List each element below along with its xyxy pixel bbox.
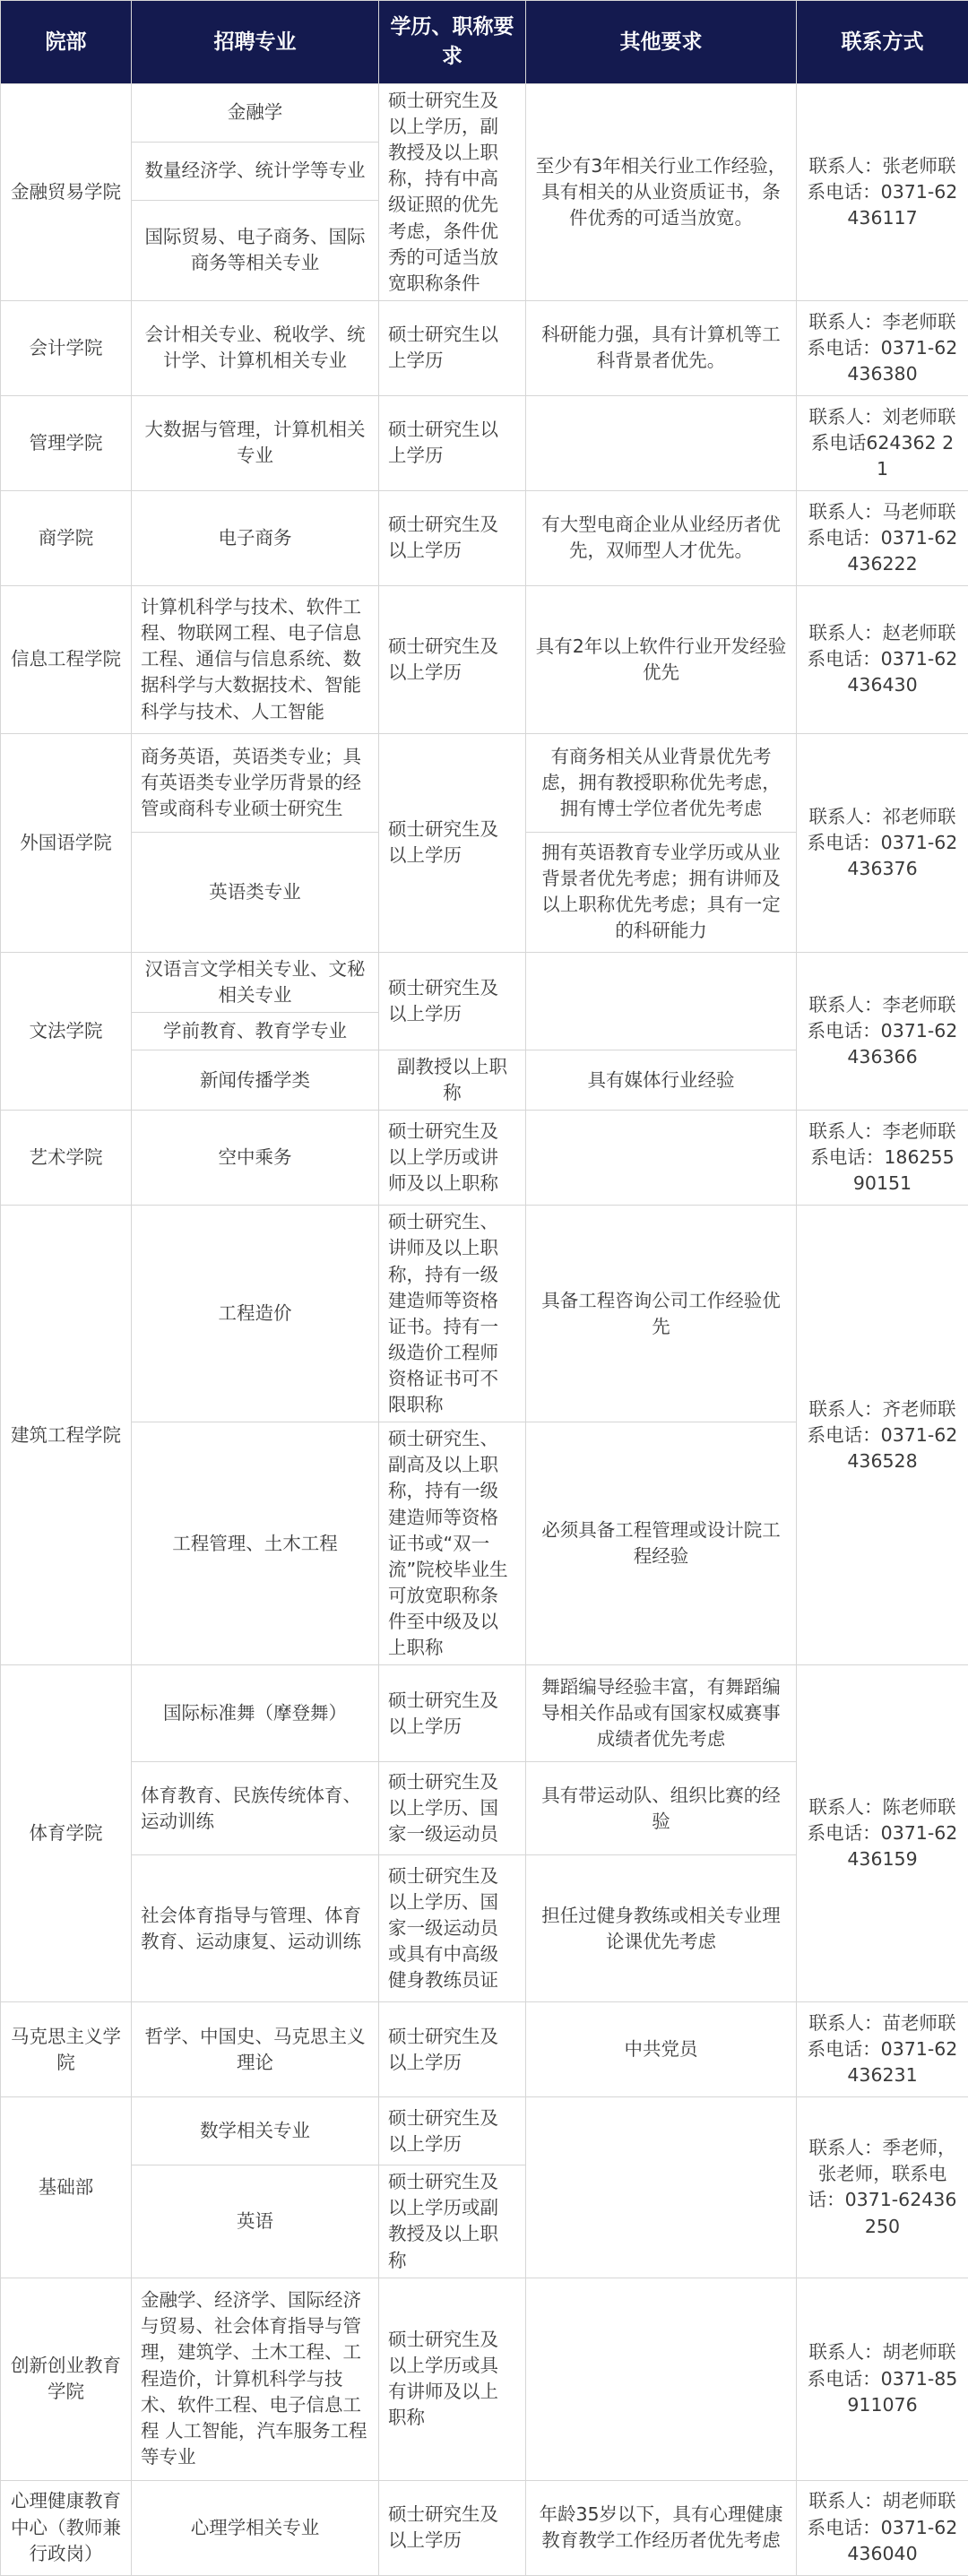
major-cell: 英语 bbox=[132, 2165, 379, 2278]
education-cell: 硕士研究生、讲师及以上职称，持有一级建造师等资格证书。持有一级造价工程师资格证书可不限职称 bbox=[379, 1206, 526, 1422]
table-row bbox=[1, 395, 968, 490]
dept-cell: 商学院 bbox=[1, 490, 132, 585]
contact-cell: 联系人：马老师联系电话：0371-62436222 bbox=[797, 490, 968, 585]
contact-cell: 联系人：季老师，张老师，联系电话：0371-62436250 bbox=[797, 2097, 968, 2278]
table-row bbox=[1, 2097, 968, 2165]
education-cell: 硕士研究生、副高及以上职称，持有一级建造师等资格证书或“双一流”院校毕业生可放宽职称条件至中级及以上职称 bbox=[379, 1422, 526, 1665]
major-cell: 体育教育、民族传统体育、运动训练 bbox=[132, 1762, 379, 1855]
other-cell bbox=[526, 395, 797, 490]
dept-cell: 艺术学院 bbox=[1, 1111, 132, 1206]
education-cell: 硕士研究生及以上学历或副教授及以上职称 bbox=[379, 2165, 526, 2278]
table-row bbox=[1, 585, 968, 733]
contact-cell: 联系人：胡老师联系电话：0371-62436040 bbox=[797, 2480, 968, 2575]
education-cell: 硕士研究生及以上学历或具有讲师及以上职称 bbox=[379, 2278, 526, 2480]
dept-cell: 体育学院 bbox=[1, 1665, 132, 2002]
contact-cell: 联系人：齐老师联系电话：0371-62436528 bbox=[797, 1206, 968, 1665]
header-dept: 院部 bbox=[1, 1, 132, 84]
other-cell: 有大型电商企业从业经历者优先，双师型人才优先。 bbox=[526, 490, 797, 585]
dept-cell: 文法学院 bbox=[1, 952, 132, 1110]
education-cell: 硕士研究生及以上学历、国家一级运动员或具有中高级健身教练员证 bbox=[379, 1855, 526, 2002]
major-cell: 学前教育、教育学专业 bbox=[132, 1013, 379, 1050]
education-cell: 硕士研究生及以上学历 bbox=[379, 2480, 526, 2575]
contact-cell: 联系人：李老师联系电话：0371-62436380 bbox=[797, 300, 968, 395]
dept-cell: 基础部 bbox=[1, 2097, 132, 2278]
other-cell: 年龄35岁以下，具有心理健康教育教学工作经历者优先考虑 bbox=[526, 2480, 797, 2575]
contact-cell: 联系人：苗老师联系电话：0371-62436231 bbox=[797, 2002, 968, 2097]
major-cell: 哲学、中国史、马克思主义理论 bbox=[132, 2002, 379, 2097]
dept-cell: 外国语学院 bbox=[1, 733, 132, 952]
dept-cell: 建筑工程学院 bbox=[1, 1206, 132, 1665]
other-cell: 具有2年以上软件行业开发经验优先 bbox=[526, 585, 797, 733]
major-cell: 工程造价 bbox=[132, 1206, 379, 1422]
dept-cell: 马克思主义学院 bbox=[1, 2002, 132, 2097]
major-cell: 数量经济学、统计学等专业 bbox=[132, 142, 379, 200]
education-cell: 硕士研究生及以上学历 bbox=[379, 733, 526, 952]
education-cell: 硕士研究生及以上学历或讲师及以上职称 bbox=[379, 1111, 526, 1206]
education-cell: 硕士研究生及以上学历、国家一级运动员 bbox=[379, 1762, 526, 1855]
table-row bbox=[1, 952, 968, 1012]
other-cell: 具备工程咨询公司工作经验优先 bbox=[526, 1206, 797, 1422]
header-major: 招聘专业 bbox=[132, 1, 379, 84]
major-cell: 国际标准舞（摩登舞） bbox=[132, 1665, 379, 1762]
major-cell: 计算机科学与技术、软件工程、物联网工程、电子信息工程、通信与信息系统、数据科学与大数据技术、智能科学与技术、人工智能 bbox=[132, 585, 379, 733]
table-row bbox=[1, 1111, 968, 1206]
other-cell: 科研能力强，具有计算机等工科背景者优先。 bbox=[526, 300, 797, 395]
contact-cell: 联系人：祁老师联系电话：0371-62436376 bbox=[797, 733, 968, 952]
education-cell: 硕士研究生以上学历 bbox=[379, 300, 526, 395]
other-cell: 必须具备工程管理或设计院工程经验 bbox=[526, 1422, 797, 1665]
major-cell: 心理学相关专业 bbox=[132, 2480, 379, 2575]
dept-cell: 金融贸易学院 bbox=[1, 84, 132, 301]
major-cell: 商务英语，英语类专业；具有英语类专业学历背景的经管或商科专业硕士研究生 bbox=[132, 733, 379, 832]
header-contact: 联系方式 bbox=[797, 1, 968, 84]
table-row bbox=[1, 490, 968, 585]
dept-cell: 管理学院 bbox=[1, 395, 132, 490]
other-cell bbox=[526, 952, 797, 1050]
major-cell: 大数据与管理，计算机相关专业 bbox=[132, 395, 379, 490]
table-row bbox=[1, 733, 968, 832]
other-cell bbox=[526, 2097, 797, 2278]
table-row bbox=[1, 300, 968, 395]
major-cell: 英语类专业 bbox=[132, 832, 379, 952]
contact-cell: 联系人：陈老师联系电话：0371-62436159 bbox=[797, 1665, 968, 2002]
other-cell: 舞蹈编导经验丰富，有舞蹈编导相关作品或有国家权威赛事成绩者优先考虑 bbox=[526, 1665, 797, 1762]
contact-cell: 联系人：赵老师联系电话：0371-62436430 bbox=[797, 585, 968, 733]
table-row bbox=[1, 2278, 968, 2480]
major-cell: 社会体育指导与管理、体育教育、运动康复、运动训练 bbox=[132, 1855, 379, 2002]
major-cell: 金融学 bbox=[132, 84, 379, 143]
contact-cell: 联系人：李老师联系电话：0371-62436366 bbox=[797, 952, 968, 1110]
dept-cell: 创新创业教育学院 bbox=[1, 2278, 132, 2480]
major-cell: 会计相关专业、税收学、统计学、计算机相关专业 bbox=[132, 300, 379, 395]
table-row bbox=[1, 2480, 968, 2575]
contact-cell: 联系人：刘老师联系电话624362 21 bbox=[797, 395, 968, 490]
education-cell: 硕士研究生及以上学历 bbox=[379, 952, 526, 1050]
education-cell: 硕士研究生及以上学历 bbox=[379, 490, 526, 585]
education-cell: 硕士研究生及以上学历 bbox=[379, 2002, 526, 2097]
other-cell: 中共党员 bbox=[526, 2002, 797, 2097]
other-cell: 具有带运动队、组织比赛的经验 bbox=[526, 1762, 797, 1855]
table-row bbox=[1, 1206, 968, 1422]
major-cell: 新闻传播学类 bbox=[132, 1050, 379, 1111]
other-cell: 具有媒体行业经验 bbox=[526, 1050, 797, 1111]
dept-cell: 心理健康教育中心（教师兼行政岗） bbox=[1, 2480, 132, 2575]
header-other: 其他要求 bbox=[526, 1, 797, 84]
table-row bbox=[1, 2002, 968, 2097]
contact-cell: 联系人：张老师联系电话：0371-62436117 bbox=[797, 84, 968, 301]
education-cell: 硕士研究生及以上学历 bbox=[379, 1665, 526, 1762]
other-cell: 有商务相关从业背景优先考虑，拥有教授职称优先考虑，拥有博士学位者优先考虑 bbox=[526, 733, 797, 832]
major-cell: 金融学、经济学、国际经济与贸易、社会体育指导与管理，建筑学、土木工程、工程造价，计算机科学与技术、软件工程、电子信息工程 人工智能，汽车服务工程等专业 bbox=[132, 2278, 379, 2480]
other-cell: 拥有英语教育专业学历或从业背景者优先考虑；拥有讲师及以上职称优先考虑；具有一定的科研能力 bbox=[526, 832, 797, 952]
table-row bbox=[1, 84, 968, 143]
dept-cell: 信息工程学院 bbox=[1, 585, 132, 733]
major-cell: 数学相关专业 bbox=[132, 2097, 379, 2165]
contact-cell: 联系人：胡老师联系电话：0371-85911076 bbox=[797, 2278, 968, 2480]
contact-cell: 联系人：李老师联系电话：18625590151 bbox=[797, 1111, 968, 1206]
other-cell: 担任过健身教练或相关专业理论课优先考虑 bbox=[526, 1855, 797, 2002]
major-cell: 工程管理、土木工程 bbox=[132, 1422, 379, 1665]
education-cell: 硕士研究生及以上学历 bbox=[379, 2097, 526, 2165]
major-cell: 汉语言文学相关专业、文秘相关专业 bbox=[132, 952, 379, 1012]
education-cell: 硕士研究生及以上学历，副教授及以上职称，持有中高级证照的优先考虑，条件优秀的可适当放宽职称条件 bbox=[379, 84, 526, 301]
header-row bbox=[1, 1, 968, 84]
header-education: 学历、职称要求 bbox=[379, 1, 526, 84]
major-cell: 电子商务 bbox=[132, 490, 379, 585]
other-cell bbox=[526, 1111, 797, 1206]
education-cell: 硕士研究生以上学历 bbox=[379, 395, 526, 490]
table-row bbox=[1, 1665, 968, 1762]
major-cell: 国际贸易、电子商务、国际商务等相关专业 bbox=[132, 200, 379, 300]
other-cell: 至少有3年相关行业工作经验，具有相关的从业资质证书，条件优秀的可适当放宽。 bbox=[526, 84, 797, 301]
dept-cell: 会计学院 bbox=[1, 300, 132, 395]
major-cell: 空中乘务 bbox=[132, 1111, 379, 1206]
education-cell: 副教授以上职称 bbox=[379, 1050, 526, 1111]
other-cell bbox=[526, 2278, 797, 2480]
education-cell: 硕士研究生及以上学历 bbox=[379, 585, 526, 733]
